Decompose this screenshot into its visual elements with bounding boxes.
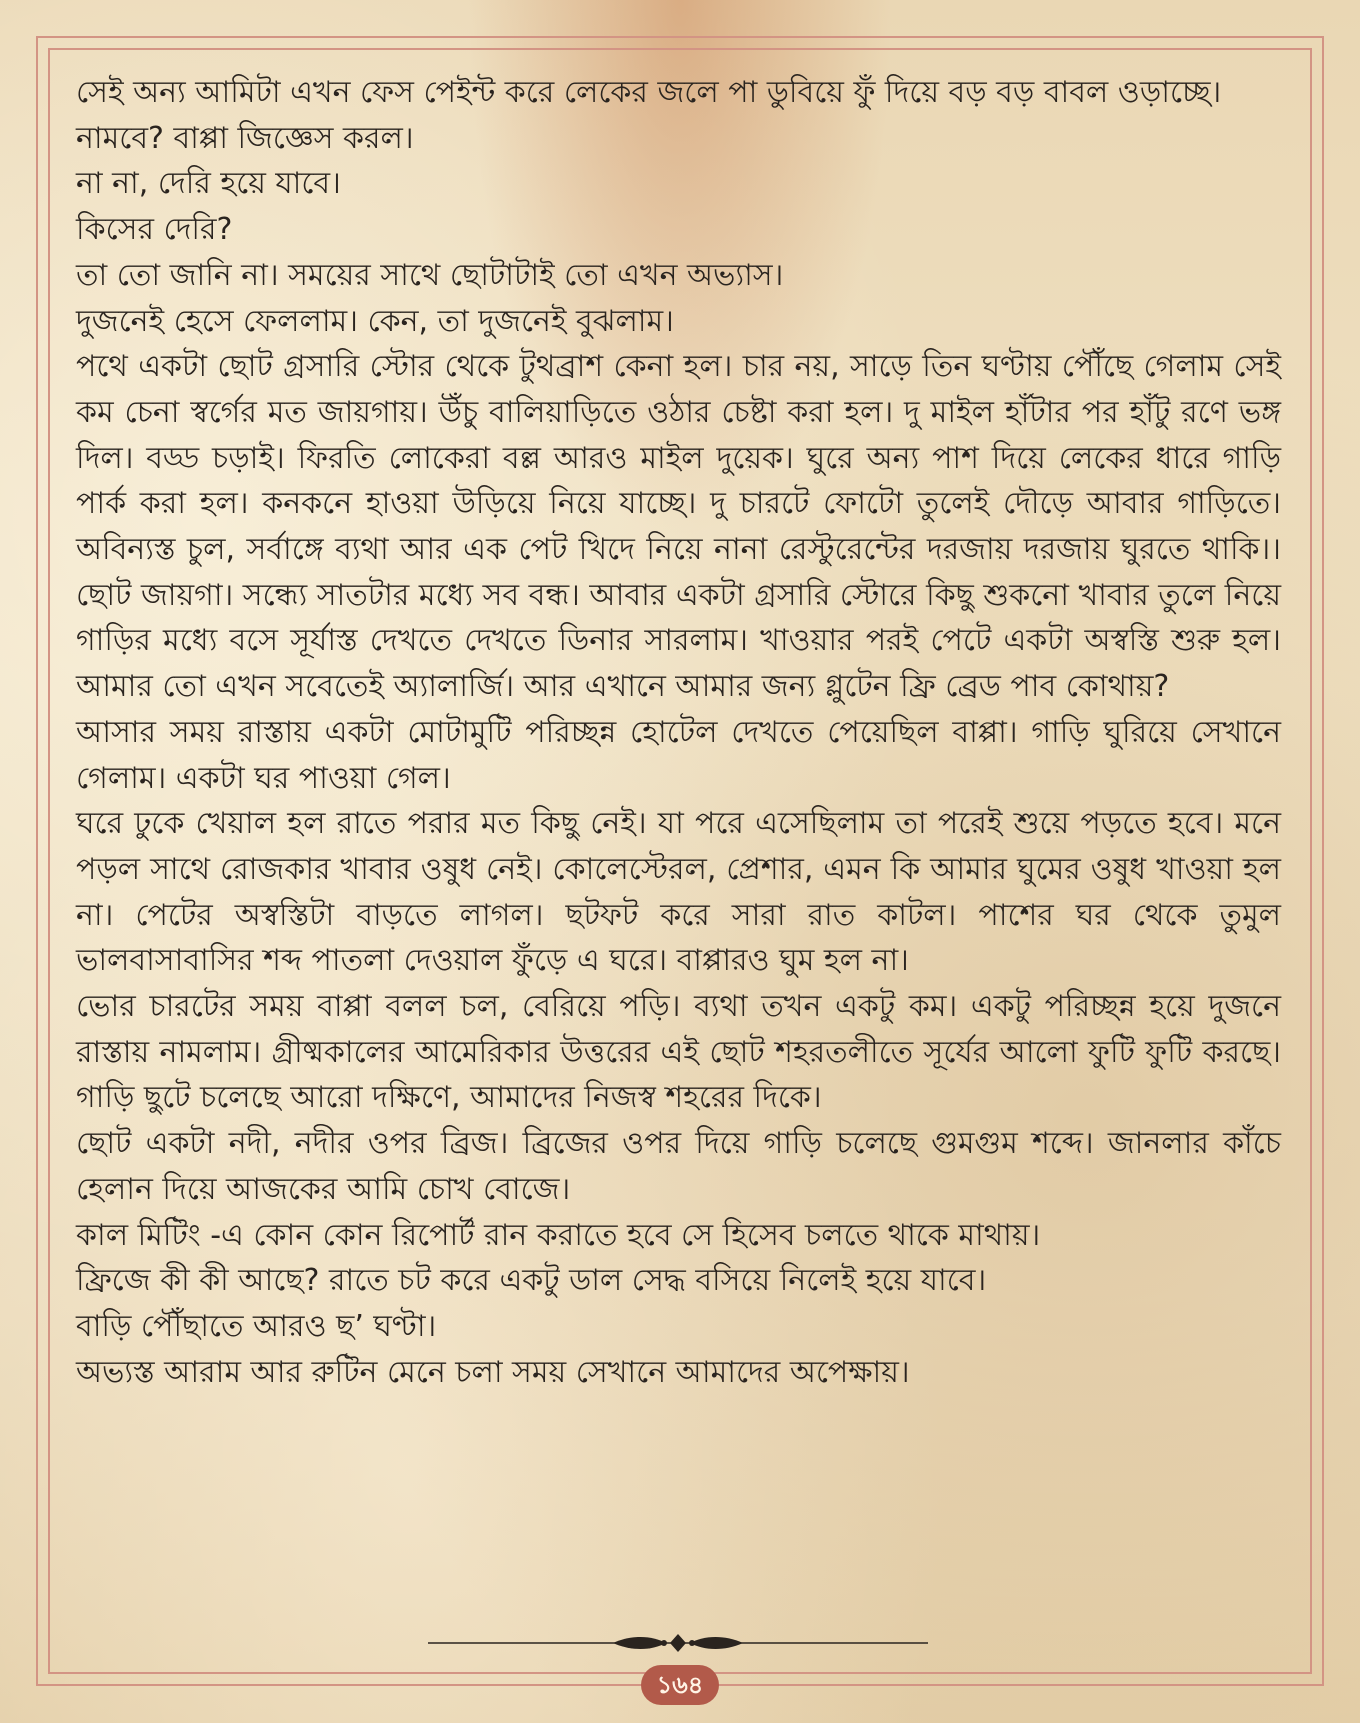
paragraph-7: পথে একটা ছোট গ্রসারি স্টোর থেকে টুথব্রাশ কেনা হল। চার নয়, সাড়ে তিন ঘণ্টায় পৌঁছে গেলাম সেই কম চেনা স্বর্গের মত জায়গায়। উঁচু বালিয়াড়িতে ওঠার চেষ্টা করা হল। দু মাইল হাঁটার পর হাঁটু রণে ভঙ্গ দিল। বড্ড চড়াই। ফিরতি লোকেরা বল্ল আরও মাইল দুয়েক। ঘুরে অন্য পাশ দিয়ে লেকের ধারে গাড়ি পার্ক করা হল। কনকনে হাওয়া উড়িয়ে নিয়ে যাচ্ছে। দু চারটে ফোটো তুলেই দৌড়ে আবার গাড়িতে। অবিন্যস্ত চুল, সর্বাঙ্গে ব্যথা আর এক পেট খিদে নিয়ে নানা রেস্টুরেন্টের দরজায় দরজায় ঘুরতে থাকি।। ছোট জায়গা। সন্ধ্যে সাতটার মধ্যে সব বন্ধ। আবার একটা গ্রসারি স্টোরে কিছু শুকনো খাবার তুলে নিয়ে গাড়ির মধ্যে বসে সূর্যাস্ত দেখতে দেখতে ডিনার সারলাম। খাওয়ার পরই পেটে একটা অস্বস্তি শুরু হল। আমার তো এখন সবেতেই অ্যালার্জি। আর এখানে আমার জন্য গ্লুটেন ফ্রি ব্রেড পাব কোথায়? — [76, 349, 1281, 705]
paragraph-2: নামবে? বাপ্পা জিজ্ঞেস করল। — [76, 120, 414, 156]
paragraph-9: ঘরে ঢুকে খেয়াল হল রাতে পরার মত কিছু নেই। যা পরে এসেছিলাম তা পরেই শুয়ে পড়তে হবে। মনে পড়ল সাথে রোজকার খাবার ওষুধ নেই। কোলেস্টেরল, প্রেশার, এমন কি আমার ঘুমের ওষুধ খাওয়া হল না। পেটের অস্বস্তিটা বাড়তে লাগল। ছটফট করে সারা রাত কাটল। পাশের ঘর থেকে তুমুল ভালবাসাবাসির শব্দ পাতলা দেওয়াল ফুঁড়ে এ ঘরে। বাপ্পারও ঘুম হল না। — [76, 806, 1281, 979]
paragraph-5: তা তো জানি না। সময়ের সাথে ছোটাটাই তো এখন অভ্যাস। — [76, 257, 784, 293]
paragraph-8: আসার সময় রাস্তায় একটা মোটামুটি পরিচ্ছন্ন হোটেল দেখতে পেয়েছিল বাপ্পা। গাড়ি ঘুরিয়ে সেখানে গেলাম। একটা ঘর পাওয়া গেল। — [76, 714, 1281, 796]
paragraph-10: ভোর চারটের সময় বাপ্পা বলল চল, বেরিয়ে পড়ি। ব্যথা তখন একটু কম। একটু পরিচ্ছন্ন হয়ে দুজনে রাস্তায় নামলাম। গ্রীষ্মকালের আমেরিকার উত্তরের এই ছোট শহরতলীতে সূর্যের আলো ফুটি ফুটি করছে। গাড়ি ছুটে চলেছে আরো দক্ষিণে, আমাদের নিজস্ব শহরের দিকে। — [76, 989, 1281, 1116]
paragraph-13: ফ্রিজে কী কী আছে? রাতে চট করে একটু ডাল সেদ্ধ বসিয়ে নিলেই হয়ে যাবে। — [76, 1263, 987, 1299]
paragraph-11: ছোট একটা নদী, নদীর ওপর ব্রিজ। ব্রিজের ওপর দিয়ে গাড়ি চলেছে গুমগুম শব্দে। জানলার কাঁচে হেলান দিয়ে আজকের আমি চোখ বোজে। — [76, 1126, 1281, 1207]
paragraph-4: কিসের দেরি? — [76, 212, 233, 248]
paragraph-15: অভ্যস্ত আরাম আর রুটিন মেনে চলা সময় সেখানে আমাদের অপেক্ষায়। — [76, 1354, 910, 1390]
paragraph-1: সেই অন্য আমিটা এখন ফেস পেইন্ট করে লেকের জলে পা ডুবিয়ে ফুঁ দিয়ে বড় বড় বাবল ওড়াচ্ছে। — [76, 75, 1222, 110]
body-text — [76, 70, 1281, 1395]
divider-ornament — [428, 1628, 928, 1658]
paragraph-12: কাল মিটিং -এ কোন কোন রিপোর্ট রান করাতে হবে সে হিসেব চলতে থাকে মাথায়। — [76, 1217, 1041, 1253]
page-number-badge: ১৬৪ — [641, 1665, 719, 1705]
paragraph-6: দুজনেই হেসে ফেললাম। কেন, তা দুজনেই বুঝলাম। — [76, 303, 674, 339]
paragraph-14: বাড়ি পৌঁছাতে আরও ছ’ ঘণ্টা। — [76, 1308, 437, 1344]
paragraph-3: না না, দেরি হয়ে যাবে। — [76, 166, 341, 202]
